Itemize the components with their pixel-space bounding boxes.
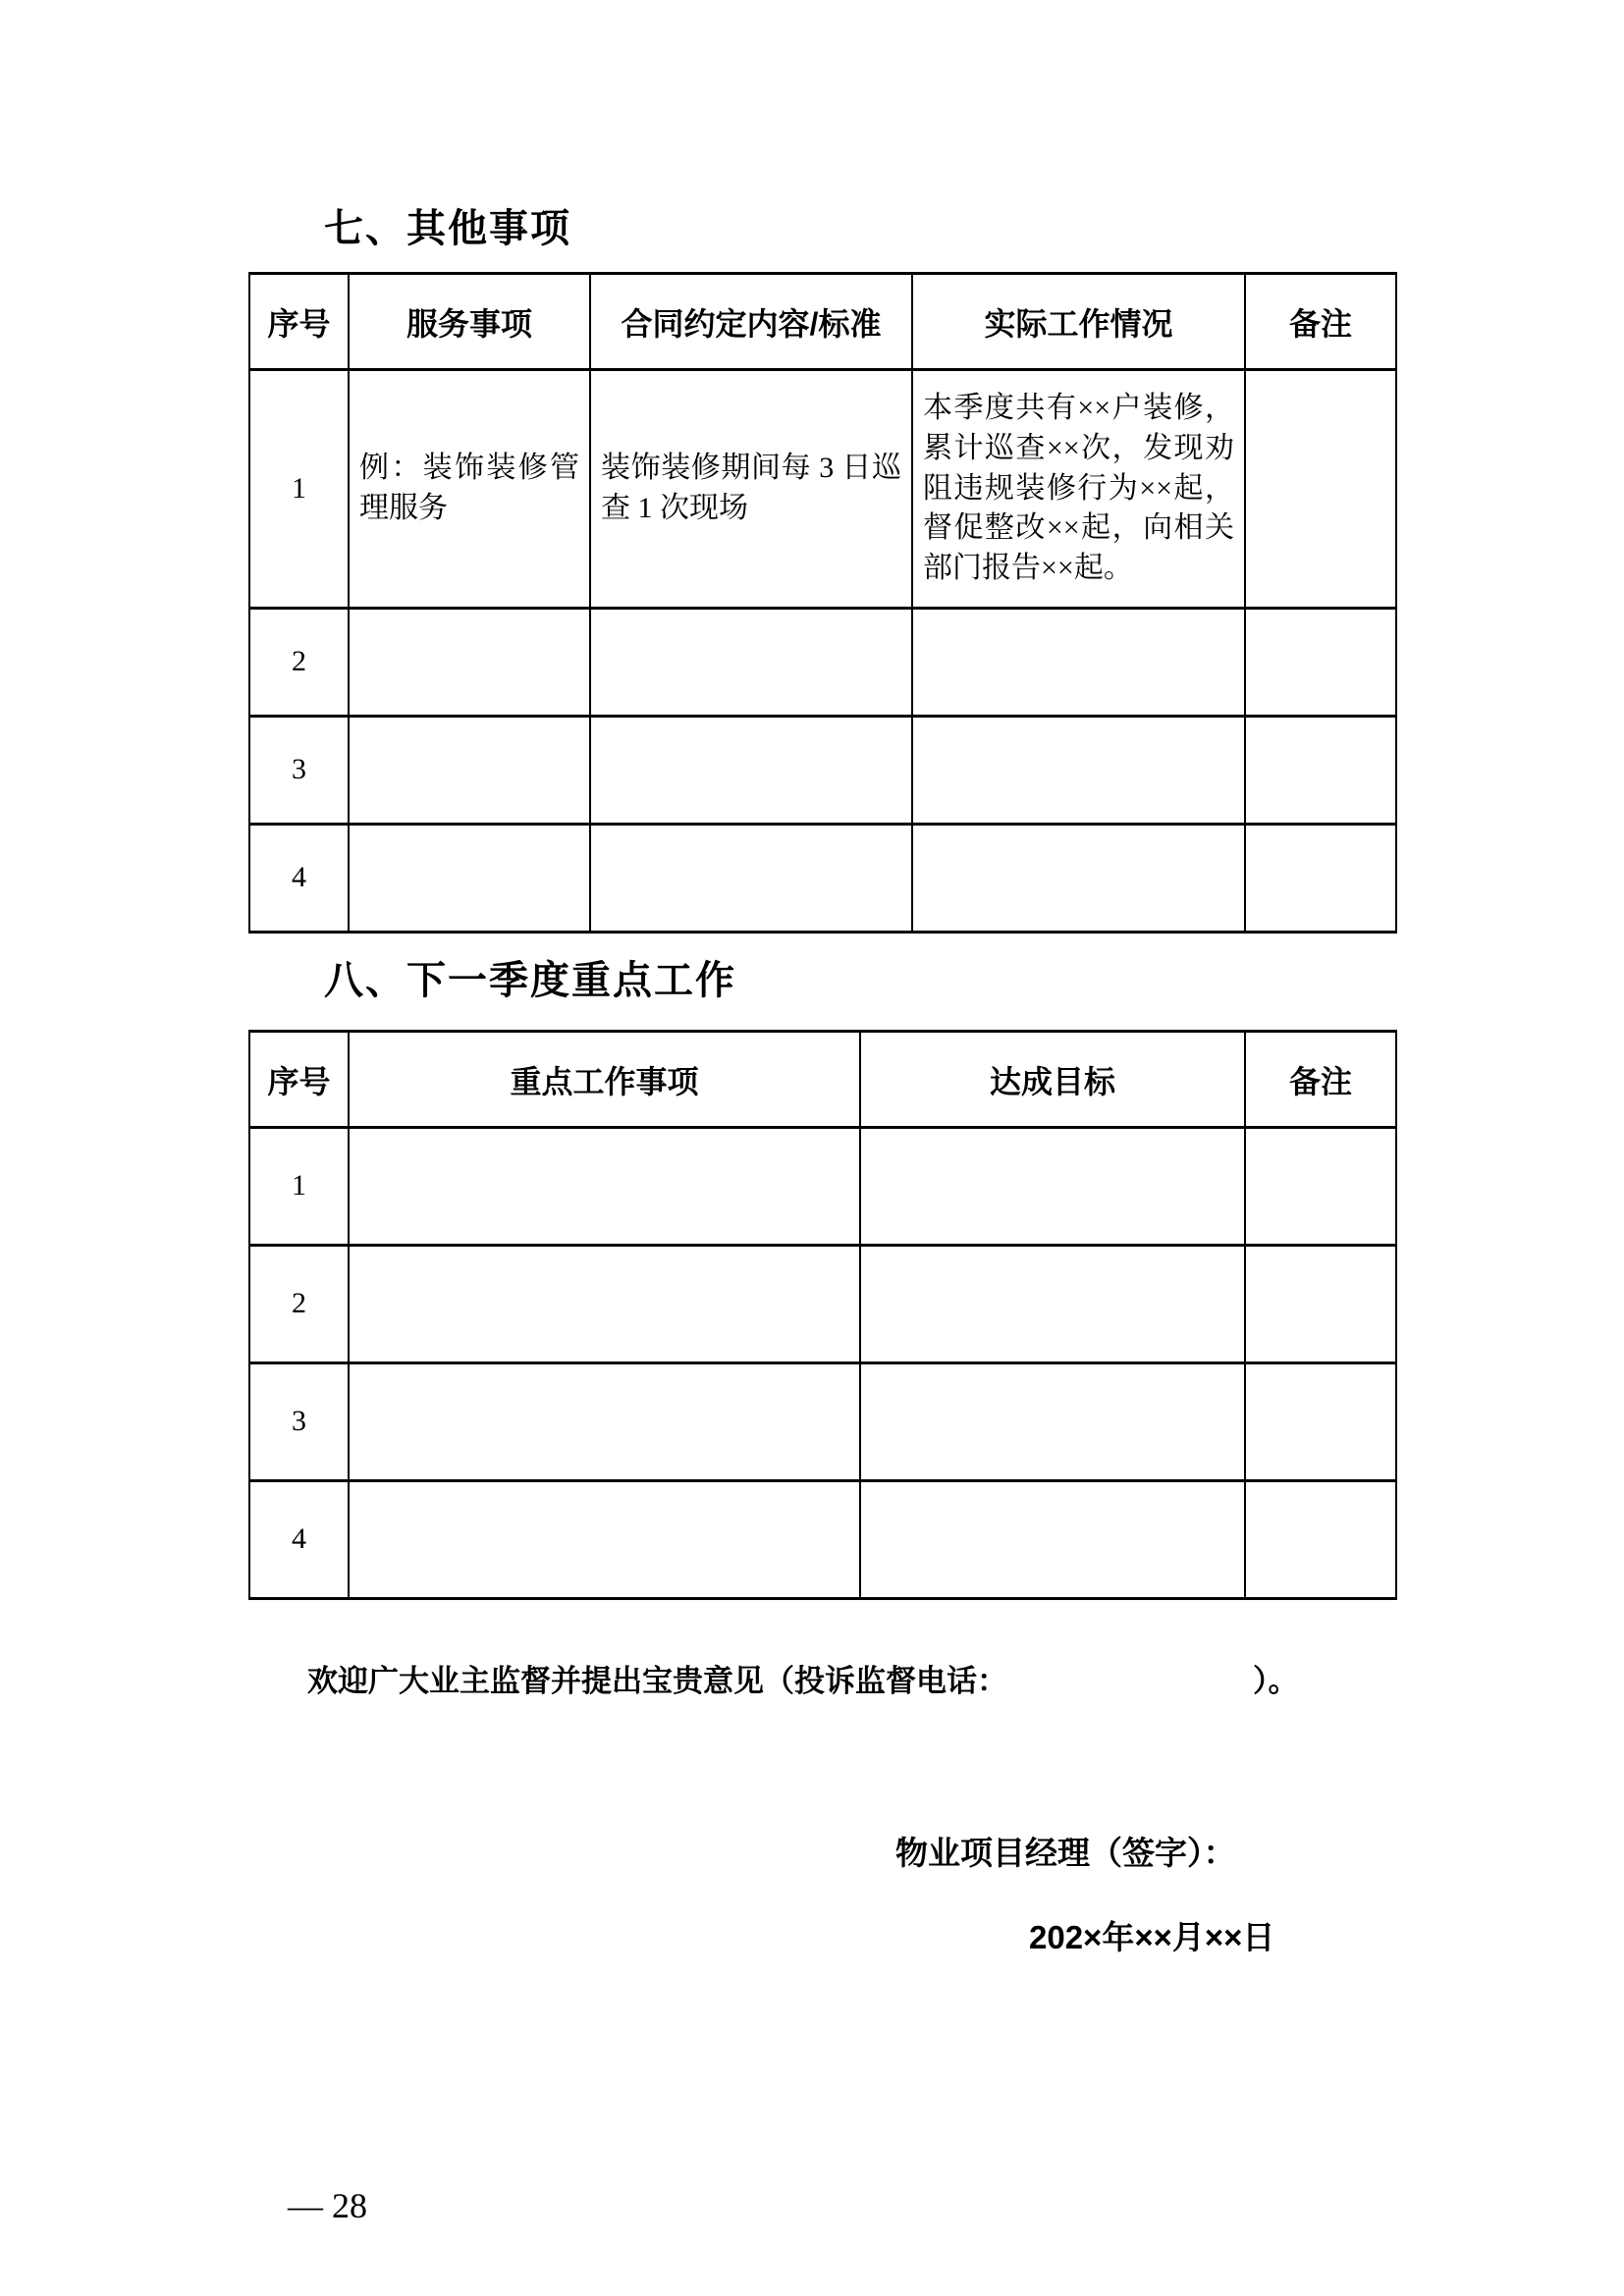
remark-cell: [1245, 370, 1396, 609]
contract-standard-cell: [590, 717, 912, 825]
table-row: [249, 1246, 1396, 1363]
manager-signature-label: 物业项目经理（签字）：: [895, 1835, 1236, 1871]
table-row: [249, 370, 1396, 609]
remark-cell: [1245, 1481, 1396, 1599]
header-contract-standard: 合同约定内容/标准: [590, 274, 912, 370]
actual-work-cell: 本季度共有××户装修，累计巡查××次，发现劝阻违规装修行为××起，督促整改××起，向相关部门报告××起。: [912, 370, 1245, 609]
table-row: [249, 1481, 1396, 1599]
header-actual-work: 实际工作情况: [912, 274, 1245, 370]
header-serial: 序号: [249, 1032, 349, 1128]
header-remark: 备注: [1245, 274, 1396, 370]
actual-work-cell: [912, 825, 1245, 933]
table-row: [249, 1128, 1396, 1246]
section7-heading: 七、其他事项: [324, 207, 571, 250]
header-service-item: 服务事项: [349, 274, 590, 370]
serial-cell: 2: [249, 609, 349, 717]
service-item-cell: [349, 825, 590, 933]
remark-cell: [1245, 1246, 1396, 1363]
table-header-row: [249, 1032, 1396, 1128]
target-cell: [860, 1363, 1245, 1481]
serial-cell: 3: [249, 1363, 349, 1481]
header-serial: 序号: [249, 274, 349, 370]
contract-standard-cell: [590, 609, 912, 717]
serial-cell: 4: [249, 1481, 349, 1599]
key-work-item-cell: [349, 1128, 860, 1246]
key-work-item-cell: [349, 1246, 860, 1363]
remark-cell: [1245, 825, 1396, 933]
key-work-item-cell: [349, 1481, 860, 1599]
actual-work-cell: [912, 609, 1245, 717]
contract-standard-cell: 装饰装修期间每 3 日巡查 1 次现场: [590, 370, 912, 609]
serial-cell: 4: [249, 825, 349, 933]
feedback-text-prefix: 欢迎广大业主监督并提出宝贵意见（投诉监督电话：: [307, 1664, 1007, 1698]
table-row: [249, 609, 1396, 717]
contract-standard-cell: [590, 825, 912, 933]
target-cell: [860, 1128, 1245, 1246]
table-row: [249, 825, 1396, 933]
service-item-cell: [349, 609, 590, 717]
next-quarter-table: [248, 1030, 1397, 1600]
table-row: [249, 1363, 1396, 1481]
target-cell: [860, 1246, 1245, 1363]
key-work-item-cell: [349, 1363, 860, 1481]
section8-heading: 八、下一季度重点工作: [324, 959, 736, 1002]
actual-work-cell: [912, 717, 1245, 825]
table-header-row: [249, 274, 1396, 370]
remark-cell: [1245, 1363, 1396, 1481]
serial-cell: 2: [249, 1246, 349, 1363]
remark-cell: [1245, 717, 1396, 825]
remark-cell: [1245, 1128, 1396, 1246]
target-cell: [860, 1481, 1245, 1599]
header-target: 达成目标: [860, 1032, 1245, 1128]
feedback-text-suffix: ）。: [1253, 1664, 1299, 1698]
serial-cell: 1: [249, 1128, 349, 1246]
header-remark: 备注: [1245, 1032, 1396, 1128]
report-date: 202×年××月××日: [1029, 1919, 1275, 1955]
other-items-table: [248, 272, 1397, 934]
serial-cell: 3: [249, 717, 349, 825]
header-key-work-item: 重点工作事项: [349, 1032, 860, 1128]
service-item-cell: 例：装饰装修管理服务: [349, 370, 590, 609]
remark-cell: [1245, 609, 1396, 717]
page-number: — 28: [288, 2186, 367, 2225]
owner-feedback-line: [307, 1663, 1299, 1699]
serial-cell: 1: [249, 370, 349, 609]
table-row: [249, 717, 1396, 825]
service-item-cell: [349, 717, 590, 825]
